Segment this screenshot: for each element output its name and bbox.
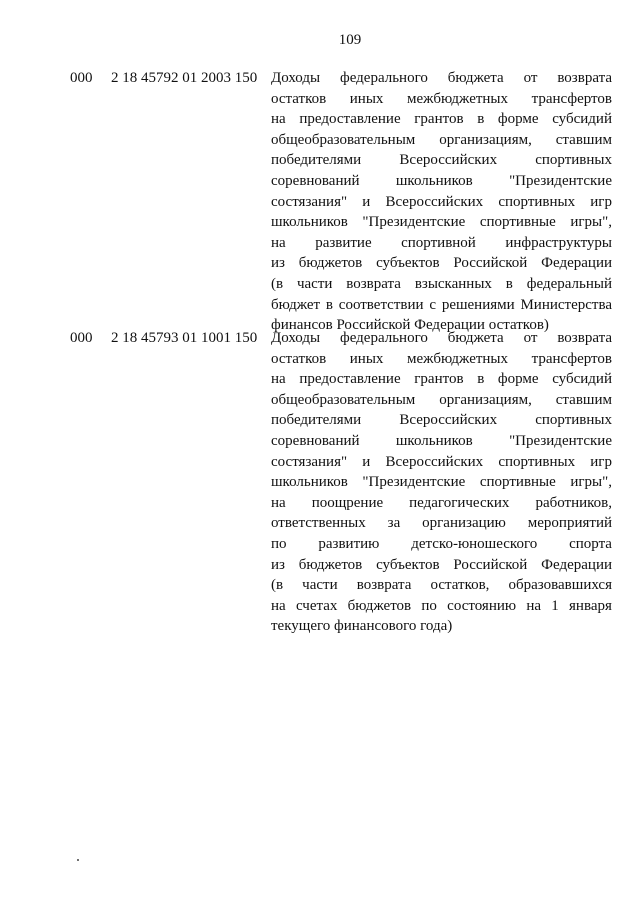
scan-speck: [77, 859, 79, 861]
description-line: из бюджетов субъектов Российской Федерации: [271, 255, 612, 272]
description-line: школьников "Президентские спортивные игры",: [271, 214, 612, 231]
description-line: состязания" и Всероссийских спортивных игр: [271, 193, 612, 210]
kbk-code: 2 18 45793 01 1001 150: [111, 330, 258, 346]
description-line: на счетах бюджетов по состоянию на 1 января: [271, 597, 612, 614]
description-line: текущего финансового года): [271, 618, 453, 635]
description-line: из бюджетов субъектов Российской Федерации: [271, 556, 612, 573]
description-line: на поощрение педагогических работников,: [271, 494, 612, 511]
description-line: соревнований школьников "Президентские: [271, 432, 612, 449]
description-line: общеобразовательным организациям, ставшим: [271, 391, 612, 408]
description-line: ответственных за организацию мероприятий: [271, 515, 612, 532]
description-line: на предоставление грантов в форме субсидий: [271, 371, 612, 388]
description-line: Доходы федерального бюджета от возврата: [271, 330, 612, 346]
description-line: на развитие спортивной инфраструктуры: [271, 234, 612, 251]
description-line: школьников "Президентские спортивные игры",: [271, 474, 612, 491]
description-line: финансов Российской Федерации остатков): [271, 317, 549, 334]
description-line: состязания" и Всероссийских спортивных игр: [271, 453, 612, 470]
admin-code: 000: [70, 70, 93, 86]
description-line: остатков иных межбюджетных трансфертов: [271, 90, 612, 107]
description-line: соревнований школьников "Президентские: [271, 172, 612, 189]
description-line: бюджет в соответствии с решениями Министерства: [271, 296, 612, 313]
description-line: победителями Всероссийских спортивных: [271, 412, 612, 429]
description-line: остатков иных межбюджетных трансфертов: [271, 350, 612, 367]
page-number: 109: [338, 32, 362, 48]
description-line: общеобразовательным организациям, ставшим: [271, 131, 612, 148]
description-line: (в части возврата остатков, образовавшихся: [271, 577, 612, 594]
description-line: Доходы федерального бюджета от возврата: [271, 70, 612, 86]
description-line: победителями Всероссийских спортивных: [271, 152, 612, 169]
admin-code: 000: [70, 330, 93, 346]
kbk-code: 2 18 45792 01 2003 150: [111, 70, 258, 86]
description-line: на предоставление грантов в форме субсидий: [271, 111, 612, 128]
entry-description: [271, 328, 612, 637]
description-line: по развитию детско-юношеского спорта: [271, 535, 612, 552]
description-line: (в части возврата взысканных в федеральный: [271, 275, 612, 292]
entry-description: [271, 68, 612, 336]
